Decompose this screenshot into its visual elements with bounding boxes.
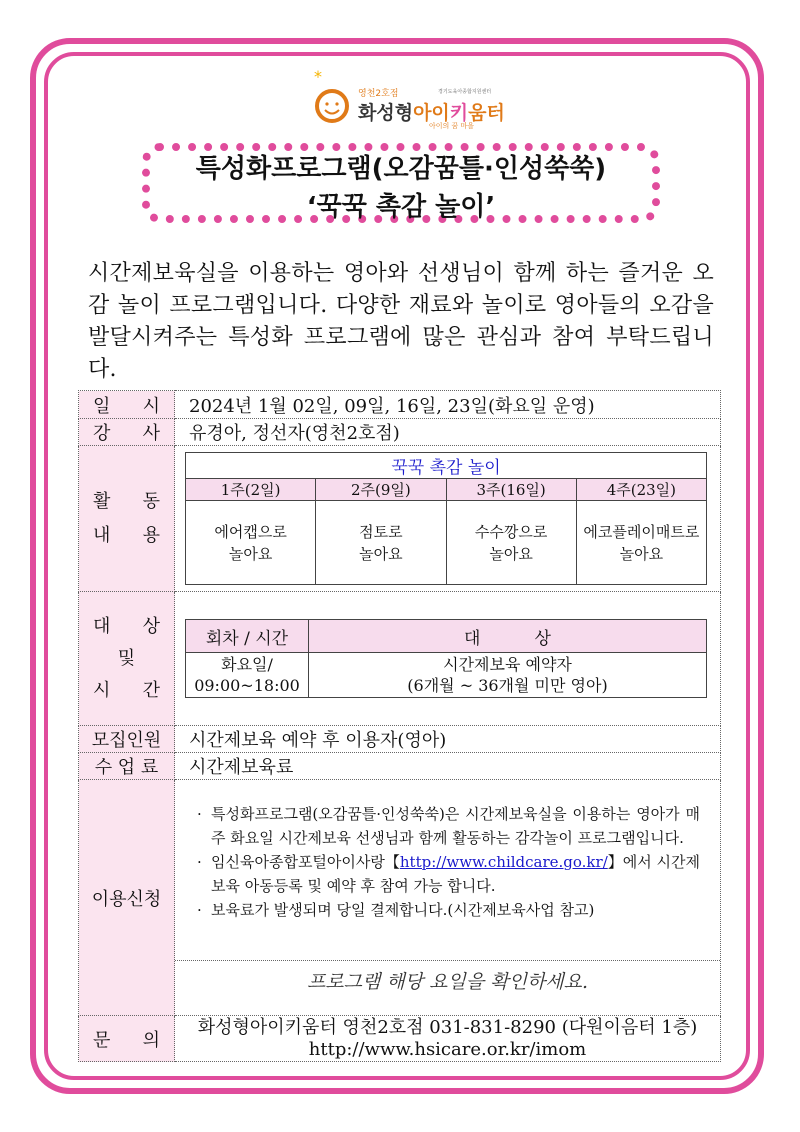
logo-name-part: 화성형 xyxy=(358,102,414,124)
row-fee xyxy=(79,753,721,780)
logo-name-part: 움터 xyxy=(468,102,505,124)
label-fee: 수 업 료 xyxy=(79,753,175,780)
logo xyxy=(308,68,508,138)
intro-paragraph: 시간제보육실을 이용하는 영아와 선생님이 함께 하는 즐거운 오감 놀이 프로그램입니다. 다양한 재료와 놀이로 영아들의 오감을 발달시켜주는 특성화 프로그램에 많은 관심과 참여 부탁드립니다. xyxy=(88,261,714,382)
target-time: 화요일/ 09:00~18:00 xyxy=(186,653,309,698)
logo-face-icon xyxy=(308,68,356,130)
row-date xyxy=(79,391,721,419)
apply-note: 프로그램 해당 요일을 확인하세요. xyxy=(175,960,720,998)
contact-cell xyxy=(175,1016,721,1062)
logo-branch: 영천2호점 xyxy=(358,89,399,99)
logo-tagline: 아이의 꿈 마을 xyxy=(429,122,475,130)
activity-item-3: 수수깡으로 놀아요 xyxy=(446,501,576,585)
label-target: 대 상 및 시 간 xyxy=(79,592,175,726)
activity-header: 꾹꾹 촉감 놀이 xyxy=(186,453,707,479)
week-2: 2주(9일) xyxy=(316,479,446,501)
target-col-who: 대 상 xyxy=(309,620,707,653)
svg-text:*: * xyxy=(314,68,322,86)
label-date: 일 시 xyxy=(79,391,175,419)
activity-item-4: 에코플레이매트로 놀아요 xyxy=(576,501,706,585)
row-teacher xyxy=(79,419,721,446)
label-activity: 활 동 내 용 xyxy=(79,446,175,592)
row-contact xyxy=(79,1016,721,1062)
week-3: 3주(16일) xyxy=(446,479,576,501)
week-4: 4주(23일) xyxy=(576,479,706,501)
row-activity xyxy=(79,446,721,592)
activity-cell xyxy=(175,446,721,592)
value-recruit: 시간제보육 예약 후 이용자(영아) xyxy=(175,726,721,753)
apply-item: · 보육료가 발생되며 당일 결제합니다.(시간제보육사업 참고) xyxy=(197,898,700,922)
target-who: 시간제보육 예약자 (6개월 ~ 36개월 미만 영아) xyxy=(309,653,707,698)
apply-list xyxy=(175,802,720,922)
activity-item-2: 점토로 놀아요 xyxy=(316,501,446,585)
target-cell xyxy=(175,592,721,726)
apply-item: · 특성화프로그램(오감꿈틀·인성쑥쑥)은 시간제보육실을 이용하는 영아가 매주 화요일 시간제보육 선생님과 함께 활동하는 감각놀이 프로그램입니다. xyxy=(197,802,700,850)
week-1: 1주(2일) xyxy=(186,479,316,501)
label-apply: 이용신청 xyxy=(79,780,175,1016)
logo-name-part: 아이 xyxy=(413,102,450,124)
activity-table xyxy=(185,452,707,585)
contact-info: 화성형아이키움터 영천2호점 031-831-8290 (다원이음터 1층) xyxy=(197,1016,698,1038)
row-target xyxy=(79,592,721,726)
info-table xyxy=(78,390,721,1062)
activity-item-1: 에어캡으로 놀아요 xyxy=(186,501,316,585)
row-recruit xyxy=(79,726,721,753)
childcare-link[interactable]: http://www.childcare.go.kr/ xyxy=(399,853,608,871)
logo-name-part: 키 xyxy=(449,102,469,124)
page-subtitle: ‘꾹꾹 촉감 놀이’ xyxy=(306,192,496,222)
contact-url[interactable]: http://www.hsicare.or.kr/imom xyxy=(308,1038,587,1060)
apply-item: · 임신육아종합포털아이사랑【http://www.childcare.go.kr/】에서 시간제보육 아동등록 및 예약 후 참여 가능 합니다. xyxy=(197,850,700,898)
label-recruit: 모집인원 xyxy=(79,726,175,753)
label-contact: 문 의 xyxy=(79,1016,175,1062)
value-fee: 시간제보육료 xyxy=(175,753,721,780)
label-teacher: 강 사 xyxy=(79,419,175,446)
value-date: 2024년 1월 02일, 09일, 16일, 23일(화요일 운영) xyxy=(175,391,721,419)
value-teacher: 유경아, 정선자(영천2호점) xyxy=(175,419,721,446)
target-col-time: 회차 / 시간 xyxy=(186,620,309,653)
row-apply xyxy=(79,780,721,1016)
apply-cell xyxy=(175,780,721,1016)
target-table xyxy=(185,619,707,698)
page-title: 특성화프로그램(오감꿈틀·인성쑥쑥) xyxy=(195,154,607,184)
logo-sub-org: 경기도육아종합지원센터 xyxy=(438,89,492,95)
